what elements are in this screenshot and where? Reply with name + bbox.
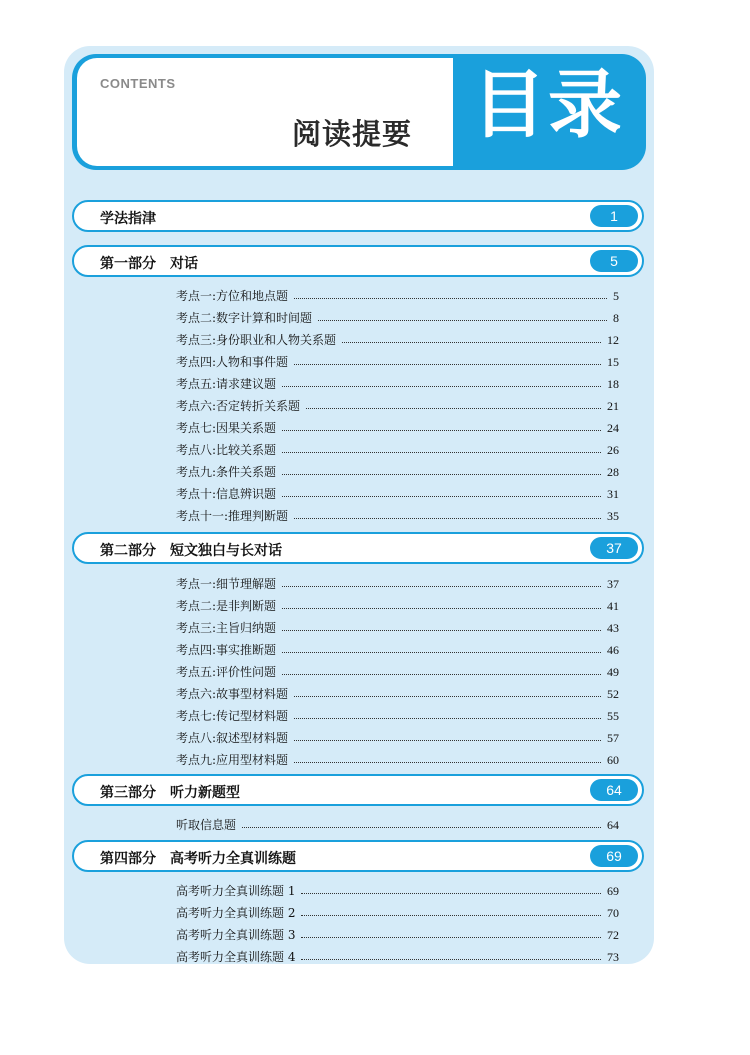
section-label: 学法指津 <box>100 211 156 227</box>
dot-leader <box>282 452 601 453</box>
entry-title: 考点六:否定转折关系题 <box>176 399 301 413</box>
section-page-badge: 37 <box>590 537 638 559</box>
toc-entry[interactable] <box>176 570 619 592</box>
entry-page: 5 <box>613 289 619 303</box>
entry-page: 28 <box>607 465 619 479</box>
entry-title: 考点三:主旨归纳题 <box>176 621 277 635</box>
section-label: 第二部分 短文独白与长对话 <box>100 543 282 559</box>
toc-entry[interactable] <box>176 680 619 702</box>
section-bar-part-4[interactable] <box>72 840 644 872</box>
section-page-badge: 69 <box>590 845 638 867</box>
section-bar-part-2[interactable] <box>72 532 644 564</box>
section-page-badge: 1 <box>590 205 638 227</box>
section-bar-part-1[interactable] <box>72 245 644 277</box>
section-4-entries <box>176 877 619 965</box>
entry-page: 64 <box>607 818 619 832</box>
dot-leader <box>282 386 601 387</box>
entry-title: 考点二:是非判断题 <box>176 599 277 613</box>
toc-entry[interactable] <box>176 724 619 746</box>
toc-entry[interactable] <box>176 458 619 480</box>
section-label: 第四部分 高考听力全真训练题 <box>100 851 296 867</box>
dot-leader <box>282 652 601 653</box>
entry-title: 考点九:应用型材料题 <box>176 753 289 767</box>
dot-leader <box>282 430 601 431</box>
entry-page: 60 <box>607 753 619 767</box>
entry-page: 46 <box>607 643 619 657</box>
entry-title: 考点二:数字计算和时间题 <box>176 311 313 325</box>
section-3-entries <box>176 811 619 833</box>
entry-page: 31 <box>607 487 619 501</box>
entry-page: 69 <box>607 884 619 898</box>
entry-page: 37 <box>607 577 619 591</box>
toc-entry[interactable] <box>176 877 619 899</box>
toc-entry[interactable] <box>176 370 619 392</box>
toc-entry[interactable] <box>176 348 619 370</box>
toc-entry[interactable] <box>176 392 619 414</box>
entry-page: 35 <box>607 509 619 523</box>
section-1-entries <box>176 282 619 524</box>
entry-title: 考点九:条件关系题 <box>176 465 277 479</box>
entry-title: 高考听力全真训练题 2 <box>176 906 296 920</box>
dot-leader <box>282 496 601 497</box>
dot-leader <box>294 518 601 519</box>
toc-entry[interactable] <box>176 414 619 436</box>
dot-leader <box>282 586 601 587</box>
entry-page: 70 <box>607 906 619 920</box>
dot-leader <box>294 364 601 365</box>
dot-leader <box>282 608 601 609</box>
entry-title: 考点七:因果关系题 <box>176 421 277 435</box>
section-bar-part-3[interactable] <box>72 774 644 806</box>
toc-entry[interactable] <box>176 282 619 304</box>
contents-label: CONTENTS <box>100 76 176 91</box>
entry-title: 考点八:比较关系题 <box>176 443 277 457</box>
entry-page: 55 <box>607 709 619 723</box>
dot-leader <box>301 959 601 960</box>
entry-page: 12 <box>607 333 619 347</box>
entry-page: 15 <box>607 355 619 369</box>
toc-entry[interactable] <box>176 436 619 458</box>
dot-leader <box>282 674 601 675</box>
dot-leader <box>318 320 607 321</box>
entry-page: 43 <box>607 621 619 635</box>
entry-page: 49 <box>607 665 619 679</box>
entry-title: 考点七:传记型材料题 <box>176 709 289 723</box>
dot-leader <box>242 827 601 828</box>
toc-entry[interactable] <box>176 502 619 524</box>
toc-entry[interactable] <box>176 746 619 768</box>
entry-title: 考点五:请求建议题 <box>176 377 277 391</box>
entry-title: 听取信息题 <box>176 818 237 832</box>
dot-leader <box>342 342 601 343</box>
entry-page: 24 <box>607 421 619 435</box>
entry-title: 考点八:叙述型材料题 <box>176 731 289 745</box>
section-label: 第一部分 对话 <box>100 256 198 272</box>
dot-leader <box>306 408 601 409</box>
entry-title: 考点三:身份职业和人物关系题 <box>176 333 337 347</box>
section-page-badge: 64 <box>590 779 638 801</box>
section-bar-study-guide[interactable] <box>72 200 644 232</box>
toc-entry[interactable] <box>176 658 619 680</box>
entry-page: 18 <box>607 377 619 391</box>
entry-title: 考点一:细节理解题 <box>176 577 277 591</box>
dot-leader <box>294 740 601 741</box>
toc-entry[interactable] <box>176 811 619 833</box>
entry-page: 21 <box>607 399 619 413</box>
dot-leader <box>294 696 601 697</box>
dot-leader <box>282 630 601 631</box>
dot-leader <box>294 718 601 719</box>
entry-title: 高考听力全真训练题 4 <box>176 950 296 964</box>
toc-entry[interactable] <box>176 921 619 943</box>
dot-leader <box>301 915 601 916</box>
toc-entry[interactable] <box>176 899 619 921</box>
dot-leader <box>301 893 601 894</box>
entry-page: 52 <box>607 687 619 701</box>
entry-title: 考点四:事实推断题 <box>176 643 277 657</box>
entry-title: 考点一:方位和地点题 <box>176 289 289 303</box>
toc-entry[interactable] <box>176 326 619 348</box>
entry-page: 73 <box>607 950 619 964</box>
entry-title: 考点四:人物和事件题 <box>176 355 289 369</box>
dot-leader <box>294 298 607 299</box>
toc-entry[interactable] <box>176 614 619 636</box>
entry-title: 高考听力全真训练题 1 <box>176 884 296 898</box>
entry-page: 26 <box>607 443 619 457</box>
toc-entry[interactable] <box>176 480 619 502</box>
entry-page: 8 <box>613 311 619 325</box>
entry-title: 考点十:信息辨识题 <box>176 487 277 501</box>
section-page-badge: 5 <box>590 250 638 272</box>
toc-entry[interactable] <box>176 592 619 614</box>
section-2-entries <box>176 570 619 768</box>
section-label: 第三部分 听力新题型 <box>100 785 240 801</box>
dot-leader <box>294 762 601 763</box>
toc-entry[interactable] <box>176 702 619 724</box>
dot-leader <box>301 937 601 938</box>
toc-entry[interactable] <box>176 636 619 658</box>
entry-page: 72 <box>607 928 619 942</box>
entry-page: 57 <box>607 731 619 745</box>
entry-title: 考点六:故事型材料题 <box>176 687 289 701</box>
page-subtitle: 阅读提要 <box>292 117 413 151</box>
toc-entry[interactable] <box>176 943 619 965</box>
dot-leader <box>282 474 601 475</box>
entry-title: 高考听力全真训练题 3 <box>176 928 296 942</box>
entry-title: 考点五:评价性问题 <box>176 665 277 679</box>
entry-page: 41 <box>607 599 619 613</box>
page-title: 目录 <box>472 62 624 148</box>
toc-entry[interactable] <box>176 304 619 326</box>
entry-title: 考点十一:推理判断题 <box>176 509 289 523</box>
